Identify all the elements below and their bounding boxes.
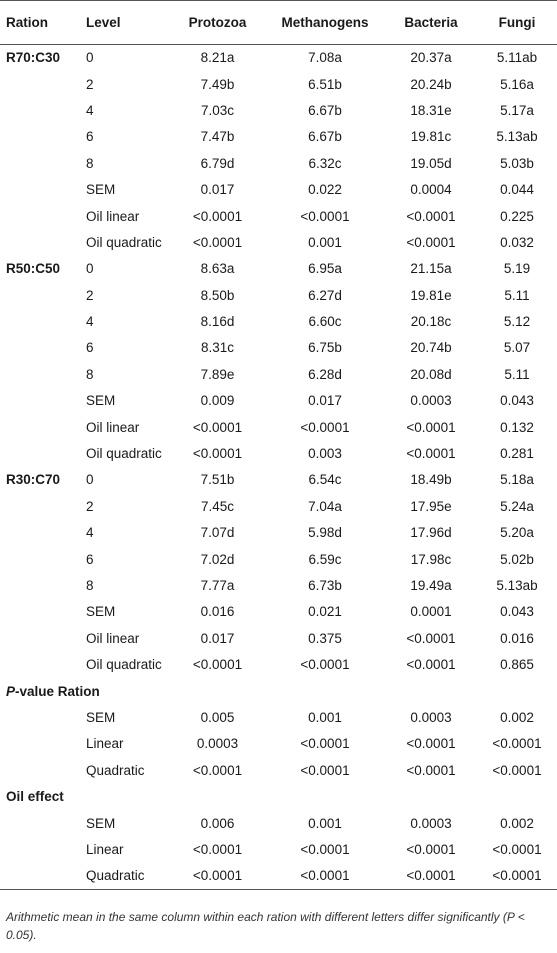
level-cell: SEM [86, 182, 116, 198]
value-cell: 6.27d [308, 287, 342, 303]
value-cell: 0.001 [308, 815, 342, 831]
table-row [0, 282, 557, 308]
value-cell: 6.59c [308, 551, 342, 567]
value-cell: 0.009 [200, 393, 235, 409]
value-cell: 5.03b [500, 155, 534, 171]
value-cell: 0.0003 [410, 815, 452, 831]
level-cell: 6 [86, 340, 94, 356]
value-cell: 0.043 [500, 604, 534, 620]
header-protozoa: Protozoa [170, 1, 265, 45]
value-cell: 20.08d [410, 366, 452, 382]
value-cell: 6.95a [308, 261, 342, 277]
ration-empty [0, 282, 80, 308]
table-row [0, 150, 557, 176]
level-cell: Oil quadratic [86, 446, 162, 462]
value-cell: 0.225 [500, 208, 534, 224]
value-cell: 0.016 [500, 630, 534, 646]
value-cell: <0.0001 [406, 736, 456, 752]
value-cell: 0.0003 [410, 709, 452, 725]
value-cell: 7.51b [200, 472, 235, 488]
value-cell: 6.79d [200, 155, 235, 171]
value-cell: 5.11ab [496, 50, 538, 66]
header-level: Level [80, 1, 170, 45]
level-cell: 8 [86, 366, 94, 382]
value-cell: 17.98c [410, 551, 452, 567]
level-cell: SEM [86, 604, 116, 620]
value-cell: 0.005 [200, 709, 235, 725]
table-row [0, 836, 557, 862]
value-cell: <0.0001 [406, 446, 456, 462]
value-cell: <0.0001 [300, 841, 350, 857]
table-row [0, 572, 557, 598]
table-row [0, 97, 557, 123]
value-cell: 5.12 [503, 314, 531, 330]
value-cell: <0.0001 [192, 762, 243, 778]
value-cell: 0.0003 [410, 393, 452, 409]
level-cell: 8 [86, 155, 94, 171]
ration-empty [0, 124, 80, 150]
value-cell: <0.0001 [265, 863, 385, 889]
level-cell: 0 [86, 50, 94, 66]
value-cell: 5.11 [504, 287, 530, 303]
table-row [0, 203, 557, 229]
value-cell: 6.32c [308, 155, 342, 171]
ration-empty [0, 203, 80, 229]
level-cell: Linear [86, 841, 124, 857]
level-cell: Oil linear [86, 419, 140, 435]
value-cell: <0.0001 [492, 736, 542, 752]
ration-empty [0, 493, 80, 519]
ration-empty [0, 414, 80, 440]
table-row [0, 124, 557, 150]
ration-label: R50:C50 [6, 261, 61, 277]
value-cell: 7.89e [200, 366, 235, 382]
value-cell: 0.003 [308, 446, 342, 462]
value-cell: <0.0001 [406, 208, 456, 224]
table-row [0, 176, 557, 202]
value-cell: 0.017 [308, 393, 342, 409]
value-cell: 0.016 [200, 604, 235, 620]
level-cell: 4 [86, 314, 94, 330]
value-cell: 0.022 [308, 182, 342, 198]
table-row [0, 71, 557, 97]
table-row [0, 625, 557, 651]
value-cell: 5.98d [308, 525, 342, 541]
table-row [0, 704, 557, 730]
pvalue-section-title [0, 678, 557, 704]
value-cell: 0.017 [200, 630, 235, 646]
table-row [0, 229, 557, 255]
value-cell: <0.0001 [192, 419, 243, 435]
value-cell: <0.0001 [406, 630, 456, 646]
ration-empty [0, 335, 80, 361]
value-cell: 0.001 [308, 709, 342, 725]
value-cell: 20.18c [410, 314, 452, 330]
header-row [0, 1, 557, 45]
value-cell: 7.03c [200, 102, 235, 118]
ration-empty [0, 150, 80, 176]
value-cell: 7.04a [308, 498, 342, 514]
ration-empty [0, 520, 80, 546]
value-cell: 7.02d [200, 551, 235, 567]
value-cell: 0.0004 [410, 182, 452, 198]
value-cell: 19.81e [410, 287, 452, 303]
level-cell: 2 [86, 287, 94, 303]
table-footnote: Arithmetic mean in the same column within each ration with different letters differ significantly (P < 0.05). [6, 910, 525, 942]
value-cell: <0.0001 [492, 841, 542, 857]
value-cell: 21.15a [410, 261, 452, 277]
level-cell: 4 [86, 102, 94, 118]
value-cell: 0.0003 [196, 736, 239, 752]
value-cell: 0.132 [500, 419, 534, 435]
ration-empty [0, 810, 80, 836]
value-cell: 0.002 [500, 709, 534, 725]
ration-empty [0, 361, 80, 387]
table-row [0, 361, 557, 387]
value-cell: 20.24b [410, 76, 452, 92]
value-cell: 5.16a [500, 76, 534, 92]
value-cell: 6.60c [308, 314, 342, 330]
value-cell: 5.13ab [496, 578, 538, 593]
ration-empty [0, 836, 80, 862]
header-ration: Ration [0, 1, 80, 45]
value-cell: 19.49a [410, 578, 452, 593]
value-cell: 5.13ab [496, 129, 538, 145]
value-cell: 5.18a [500, 472, 534, 488]
value-cell: 8.21a [200, 50, 235, 66]
value-cell: 7.07d [200, 525, 235, 541]
value-cell: 0.865 [500, 657, 534, 673]
level-cell: Linear [86, 736, 124, 752]
level-cell: 4 [86, 525, 94, 541]
level-cell: 0 [86, 472, 94, 488]
table-row [0, 256, 557, 282]
ration-empty [0, 651, 80, 677]
table-row [0, 546, 557, 572]
value-cell: 18.49b [410, 472, 452, 488]
level-cell: 6 [86, 551, 94, 567]
value-cell: <0.0001 [477, 863, 557, 889]
header-methanogens: Methanogens [265, 1, 385, 45]
ration-empty [0, 731, 80, 757]
table-row [0, 810, 557, 836]
level-cell: SEM [86, 815, 116, 831]
value-cell: 6.67b [308, 102, 342, 118]
value-cell: <0.0001 [406, 234, 456, 250]
value-cell: 7.77a [200, 578, 235, 593]
value-cell: 5.02b [500, 551, 534, 567]
value-cell: 0.002 [500, 815, 534, 831]
table-row [0, 599, 557, 625]
level-cell: Quadratic [80, 863, 170, 889]
value-cell: 0.044 [500, 182, 534, 198]
ration-empty [0, 388, 80, 414]
header-bacteria: Bacteria [385, 1, 477, 45]
value-cell: 0.281 [500, 446, 534, 462]
value-cell: 6.28d [308, 366, 342, 382]
value-cell: 5.19 [503, 261, 531, 277]
value-cell: 19.05d [410, 155, 452, 171]
table-row [0, 651, 557, 677]
level-cell: 8 [86, 578, 94, 593]
value-cell: 8.63a [200, 261, 235, 277]
table-row [0, 520, 557, 546]
value-cell: 0.021 [308, 604, 342, 620]
level-cell: 2 [86, 498, 94, 514]
value-cell: <0.0001 [192, 208, 243, 224]
level-cell: 0 [86, 261, 94, 277]
value-cell: 6.54c [308, 472, 342, 488]
value-cell: 8.50b [200, 287, 235, 303]
table-row [0, 731, 557, 757]
value-cell: <0.0001 [300, 419, 350, 435]
value-cell: 5.17a [500, 102, 534, 118]
value-cell: 8.31c [200, 340, 235, 356]
section-header-row [0, 783, 557, 809]
value-cell: <0.0001 [406, 762, 456, 778]
ration-empty [0, 308, 80, 334]
value-cell: 5.24a [500, 498, 534, 514]
ration-empty [0, 440, 80, 466]
level-cell: Oil linear [86, 630, 140, 646]
value-cell: 6.67b [308, 129, 342, 145]
value-cell: <0.0001 [300, 762, 350, 778]
value-cell: 0.001 [308, 234, 342, 250]
table-row [0, 388, 557, 414]
value-cell: 6.73b [308, 578, 342, 593]
section-header-row [0, 678, 557, 704]
value-cell: 0.006 [200, 815, 235, 831]
level-cell: Oil quadratic [86, 234, 162, 250]
ration-empty [0, 704, 80, 730]
level-cell: 6 [86, 129, 94, 145]
value-cell: 20.74b [410, 340, 452, 356]
value-cell: 6.51b [308, 76, 342, 92]
ration-empty [0, 757, 80, 783]
value-cell: 7.49b [200, 76, 235, 92]
ration-empty [0, 546, 80, 572]
value-cell: <0.0001 [300, 657, 350, 673]
value-cell: 0.375 [308, 630, 342, 646]
value-cell: 7.08a [308, 50, 342, 66]
level-cell: Quadratic [86, 762, 145, 778]
value-cell: <0.0001 [300, 736, 350, 752]
value-cell: <0.0001 [192, 234, 243, 250]
value-cell: 0.043 [500, 393, 534, 409]
ration-empty [0, 572, 80, 598]
value-cell: 5.11 [504, 366, 530, 382]
table-row [0, 414, 557, 440]
table-row [0, 45, 557, 71]
value-cell: <0.0001 [406, 841, 456, 857]
pvalue-title-italic: P [6, 683, 16, 699]
value-cell: <0.0001 [492, 762, 542, 778]
value-cell: 17.95e [410, 498, 452, 514]
value-cell: 0.017 [200, 182, 235, 198]
value-cell: <0.0001 [192, 657, 243, 673]
ration-label: R30:C70 [6, 472, 61, 488]
ration-empty [0, 625, 80, 651]
value-cell: 18.31e [410, 102, 452, 118]
value-cell: <0.0001 [192, 841, 243, 857]
value-cell: 0.032 [500, 234, 534, 250]
table-body [0, 45, 557, 890]
value-cell: 8.16d [200, 314, 235, 330]
value-cell: 0.0001 [410, 604, 452, 620]
oil-section-title: Oil effect [6, 789, 64, 805]
pvalue-title-rest: -value Ration [15, 683, 100, 699]
table-row [0, 440, 557, 466]
level-cell: Oil linear [86, 208, 140, 224]
ration-empty [0, 863, 80, 889]
level-cell: SEM [86, 709, 116, 725]
value-cell: <0.0001 [385, 863, 477, 889]
value-cell: <0.0001 [406, 657, 456, 673]
value-cell: 7.45c [200, 498, 235, 514]
ration-empty [0, 97, 80, 123]
table-row [0, 467, 557, 493]
header-fungi: Fungi [477, 1, 557, 45]
value-cell: <0.0001 [192, 446, 243, 462]
value-cell: 19.81c [410, 129, 452, 145]
value-cell: <0.0001 [406, 419, 456, 435]
ration-empty [0, 71, 80, 97]
level-cell: Oil quadratic [86, 657, 162, 673]
value-cell: 6.75b [308, 340, 342, 356]
value-cell: <0.0001 [300, 208, 350, 224]
ration-label: R70:C30 [6, 50, 61, 66]
ration-empty [0, 599, 80, 625]
table-row [0, 493, 557, 519]
value-cell: 5.20a [500, 525, 534, 541]
table-row [0, 757, 557, 783]
value-cell: 17.96d [410, 525, 452, 541]
value-cell: 5.07 [503, 340, 531, 356]
level-cell: 2 [86, 76, 94, 92]
ration-empty [0, 229, 80, 255]
table-row [0, 863, 557, 889]
value-cell: <0.0001 [170, 863, 265, 889]
value-cell: 7.47b [200, 129, 235, 145]
ration-empty [0, 176, 80, 202]
table-row [0, 308, 557, 334]
table-row [0, 335, 557, 361]
value-cell: 20.37a [410, 50, 452, 66]
level-cell: SEM [86, 393, 116, 409]
